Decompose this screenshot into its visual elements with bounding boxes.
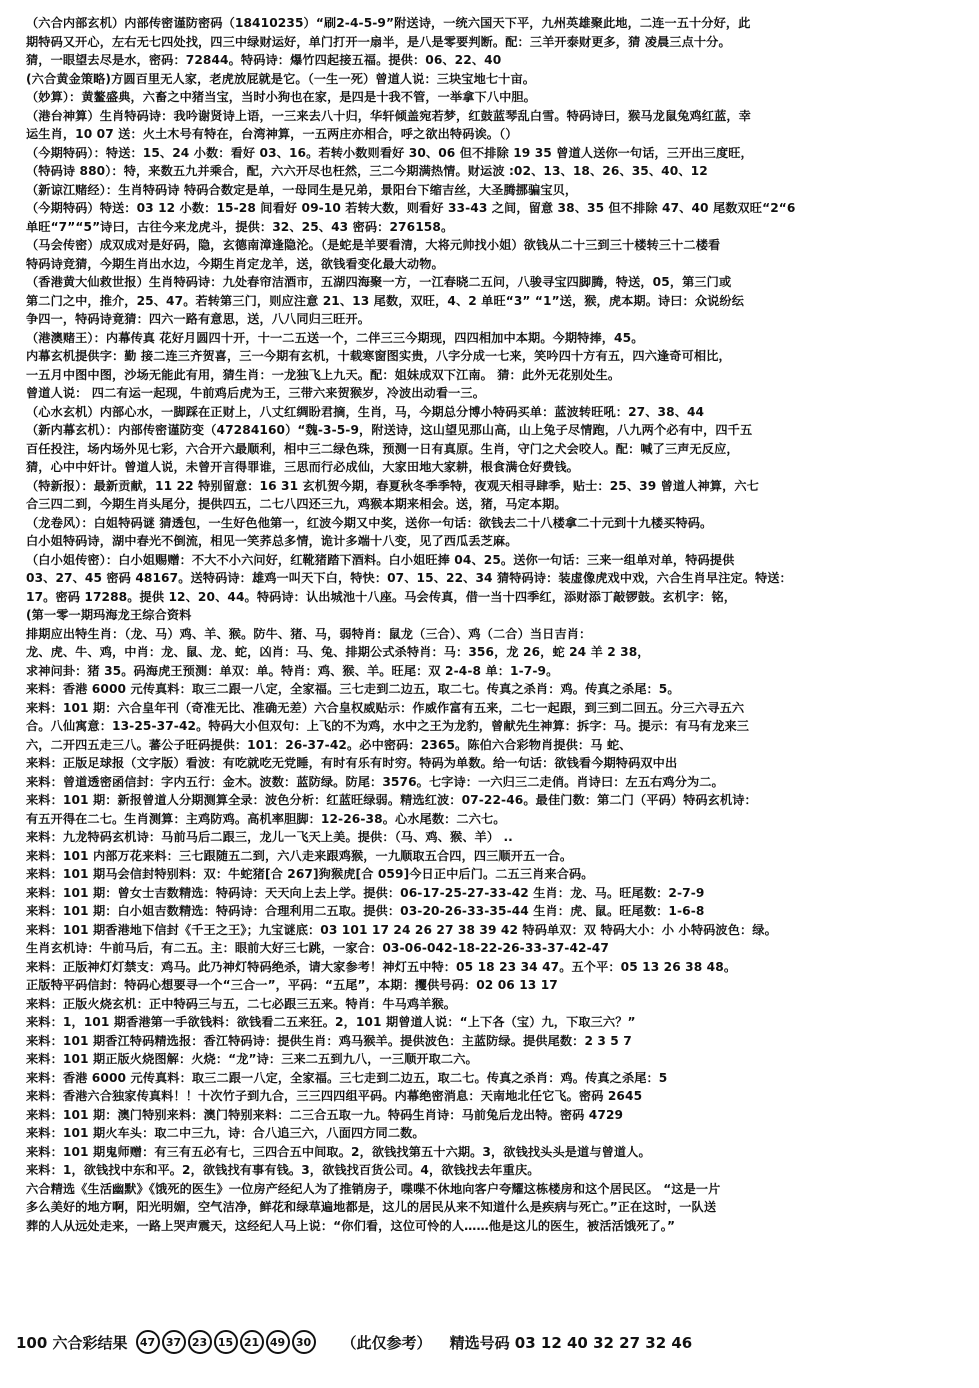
text-line: 来料：香港 6000 元传真料：取三二跟一八定，全家福。三七走到二边五，取二七。传真之杀肖：鸡。传真之杀尾：5。 [26, 682, 680, 696]
text-line: 来料：1，欲钱找中东和平。2，欲钱找有事有钱。3，欲钱找百货公司。4，欲钱找去年重庆。 [26, 1163, 540, 1177]
text-line: 来料：正版火烧玄机：正中特码三与五，二七必跟三五来。特肖：牛马鸡羊猴。 [26, 996, 457, 1011]
text-line: 期特码又开心，左右无七四处找，四三中绿财运好，单门打开一扇半，是八是零要判断。配：三羊开泰财更多，猜 凌晨三点十分。 [26, 34, 731, 49]
text-line: 来料：香港六合独家传真料！！十次竹子到九合，三三四四组平码。内幕绝密消息：天南地北任它飞。密码 2645 [26, 1089, 643, 1103]
text-line: 来料：101 内部万花来料：三七跟随五二到，六八走来跟鸡猴，一九顺取五合四，四三顺开五一合。 [26, 848, 573, 863]
result-ball: 49 [266, 1330, 290, 1354]
text-line: 特码诗竞猜，今期生肖出水边，今期生肖定龙羊，送，欲钱看变化最大动物。 [26, 256, 444, 271]
text-line: (第一零一期玛海龙王综合资料 [26, 608, 192, 622]
result-ball: 15 [214, 1330, 238, 1354]
text-line: （妙算）：黄鳌盛典，六畜之中猪当宝，当时小狗也在家，是四是十我不管，一举拿下八中胆。 [26, 90, 536, 104]
text-line: 百任投注，场内场外见七彩，六合开六最顺利，相中三二绿色珠，预测一日有真原。生肖，守门之犬会咬人。配：喊了三声无反应， [26, 441, 739, 456]
result-balls [136, 1330, 316, 1354]
text-line: 运生肖，10 07 送：火土木号有特在，台湾神算，一五两庄亦相合，呼之欲出特码诶。（） [26, 127, 518, 141]
result-ball: 21 [240, 1330, 264, 1354]
text-line: （新谅江赌经）：生肖特码诗 特码合数定是单，一母同生是兄弟，景阳台下缩吉丝，大圣腾挪骗宝贝， [26, 182, 578, 197]
text-line: 猜，心中中奸计。曾道人说，未曾开言得罪谁，三思而行必成仙，大家田地大家耕，根食满仓好费钱。 [26, 460, 579, 474]
text-line: （港台神算）生肖特码诗：我吟谢贤诗上语，一三来去八十归，华轩倾盖宛若梦，红鼓蓝琴乱白雪。特码诗曰，猴马龙鼠兔鸡红蓝，幸 [26, 108, 751, 123]
text-line: （今期特码）特送：03 12 小数：15-28 间看好 09-10 若转大数，则看好 33-43 之间，留意 38、35 但不排除 47、40 尾数双旺“2“6 [26, 201, 796, 215]
result-ball: 23 [188, 1330, 212, 1354]
text-line: 来料：101 期：新报曾道人分期测算全录：波色分析：红蓝旺绿弱。精选红波：07-22-46。最佳门数：第二门（平码）特码玄机诗： [26, 793, 757, 807]
reference-note: （此仅参考） [341, 1333, 432, 1352]
text-line: 来料：101 期：澳门特别来料：澳门特别来料：二三合五取一九。特码生肖诗：马前兔后龙出特。密码 4729 [26, 1107, 624, 1122]
text-line: 来料：101 期火车头：取二中三九，诗：合八追三六，八面四方同二数。 [26, 1126, 425, 1140]
text-line: 龙、虎、牛、鸡，中肖：龙、鼠、龙、蛇，凶肖：马、兔、排期公式杀特肖：马：356，龙 26，蛇 24 羊 2 38， [26, 645, 650, 659]
text-line: 来料：正版神灯灯禁支：鸡马。此乃神灯特码绝杀，请大家参考！神灯五中特：05 18 23 34 47。五个平：05 13 26 38 48。 [26, 959, 737, 974]
text-line: （龙卷风）：白姐特码谜 猜透包，一生好色他第一，红波今期又中奖，送你一句话：欲钱去二十八楼拿二十元到十九楼买特码。 [26, 515, 713, 530]
text-line: 来料：九龙特码玄机诗：马前马后二跟三，龙儿一飞天上美。提供：（马、鸡、猴、羊） .. [26, 830, 513, 844]
text-line: （香港黄大仙救世报）生肖特码诗：九处春帘洁酒市，五湖四海聚一方，一江春晓二五问，八骏寻宝四脚腾，特送，05，第三门或 [26, 275, 732, 289]
text-line: 葬的人从远处走来，一路上哭声震天，这经纪人马上说：“你们看，这位可怜的人……他是这儿的医生，被活活饿死了。” [26, 1218, 676, 1233]
text-line: 排期应出特生肖：（龙、马）鸡、羊、猴。防牛、猪、马，弱特肖：鼠龙（三合）、鸡（二合）当日吉肖： [26, 626, 592, 641]
selected-numbers: 精选号码 03 12 40 32 27 32 46 [449, 1333, 693, 1352]
text-line: 曾道人说： 四二有运一起现，牛前鸡后虎为王，三带六来贺猴岁，冷波出动看一三。 [26, 386, 485, 400]
text-line: 17。密码 17288。提供 12、20、44。特码诗：认出城池十八座。马会传真，借一当十四季红，添财添丁敲锣鼓。玄机字：铭， [26, 589, 737, 604]
text-line: 来料：101 期：白小姐吉数精选：特码诗：合理利用二五取。提供：03-20-26-33-35-44 生肖：虎、鼠。旺尾数：1-6-8 [26, 904, 705, 918]
text-line: （心水玄机）内部心水，一脚踩在正财上，八丈红绸盼君摘，生肖，马，今期总分博小特码买单：蓝波转旺吼：27、38、44 [26, 404, 705, 419]
text-line: 来料：101 期香港地下信封《千王之王》；九宝谜底：03 101 17 24 26 27 38 39 42 特码单双：双 特码大小：小 小特码波色：绿。 [26, 922, 777, 937]
text-line: 来料：1，101 期香港第一手欲钱料：欲钱看二五来狂。2，101 期曾道人说：“上下各（宝）九，下取三六？” [26, 1015, 636, 1029]
text-line: 内幕玄机提供字：勤 接二连三齐贺喜，三一今期有玄机，十载寒窗图实贵，八字分成一七来，笑吟四十方有五，四六逢奇可相比， [26, 349, 731, 363]
text-line: 来料：101 期香江特码精选报：香江特码诗：提供生肖：鸡马猴羊。提供波色：主蓝防绿。提供尾数：2 3 5 7 [26, 1033, 632, 1048]
text-line: 有五开得在二七。生肖测算：主鸡防鸡。高机率胆脚：12-26-38。心水尾数：二六七。 [26, 811, 506, 826]
text-line: 来料：正版足球报（文字版）看波：有吃就吃无党睡，有时有乐有时穷。特码为单数。给一句话：欲钱看今期特码双中出 [26, 756, 678, 770]
text-line: 六合精选《生活幽默》《饿死的医生》一位房产经纪人为了推销房子，喋喋不休地向客户夸耀这栋楼房和这个居民区。 “这是一片 [26, 1181, 721, 1196]
text-line: 猜，一眼望去尽是水，密码：72844。特码诗：爆竹四起接五福。提供：06、22、40 [26, 53, 502, 67]
text-line: （特新报）：最新贡献，11 22 特别留意：16 31 玄机贺今期，春夏秋冬季季特，夜观天相寻肆季，贴士：25、39 曾道人神算，六七 [26, 478, 759, 493]
text-line: 来料：101 期马会信封特别料：双：牛蛇猪[合 267]狗猴虎[合 059]今日正中后门。二五三肖来合码。 [26, 867, 594, 881]
text-line: 白小姐特码诗，湖中春光不倒流，相见一笑荞总多情，诡计多端十八变，见了西瓜丢芝麻。 [26, 534, 518, 548]
result-ball: 37 [162, 1330, 186, 1354]
text-line: 合三四二到，今期生肖头尾分，提供四五，二七八四还三九，鸡猴本期来相会。送，猪，马定本期。 [26, 497, 567, 511]
text-line: 六，二开四五走三八。蕃公子旺码提供：101：26-37-42。必中密码：2365。陈伯六合彩物肖提供：马 蛇、 [26, 737, 632, 752]
text-line: 合。八仙寓意：13-25-37-42。特码大小但双句：上飞的不为鸡，水中之王为龙豹，曾献先生神算：拆字：马。提示：有马有龙来三 [26, 719, 750, 733]
text-line: 第二门之中，推介，25、47。若转第三门，则应注意 21、13 尾数，双旺，4、2 单旺“3” “1”送，猴，虎本期。诗曰：众说纷纭 [26, 293, 744, 308]
text-line: 来料：101 期正版火烧图解：火烧：“龙”诗：三来二五到九八，一三顺开取二六。 [26, 1052, 478, 1066]
text-line: （白小姐传密）：白小姐赐赠：不大不小六问好，红靴猪踏下酒料。白小姐旺捧 04、25。送你一句话：三来一组单对单，特码提供 [26, 552, 735, 567]
text-line: 来料：香港 6000 元传真料：取三二跟一八定，全家福。三七走到二边五，取二七。传真之杀肖：鸡。传真之杀尾：5 [26, 1070, 668, 1085]
document-body [26, 14, 966, 1374]
results-label: 100 六合彩结果 [16, 1333, 128, 1352]
text-line: 生肖玄机诗：牛前马后，有二五。主：眼前大好三七跳，一家合：03-06-042-18-22-26-33-37-42-47 [26, 941, 609, 955]
text-line: 一五月中图中图，沙场无能此有用，猜生肖：一龙独飞上九天。配：姐妹成双下江南。 猜：此外无花别处生。 [26, 367, 621, 382]
text-line: 争四一，特码诗竟猜：四六一路有意思，送，八八同归三旺开。 [26, 312, 371, 326]
text-line: 来料：曾道透密函信封：字内五行：金木。波数：蓝防绿。防尾：3576。七字诗：一六归三二走俏。肖诗曰：左五右鸡分为二。 [26, 774, 724, 789]
text-line: （特码诗 880）：特，来数五九并乘合，配，六六开尽也枉然，三二今期满热情。财运波 :02、13、18、26、35、40、12 [26, 164, 708, 178]
text-line: 正版特平码信封：特码心想要寻一个“三合一”，平码：“五尾”，本期：攫供号码：02 06 13 17 [26, 978, 558, 992]
text-line: （六合内部玄机）内部传密谨防密码（18410235）“刷2-4-5-9”附送诗，一统六国天下平，九州英雄聚此地，二连一五十分好，此 [26, 16, 751, 30]
text-line: 求神问卦：猪 35。码海虎王预测：单双：单。特肖：鸡、猴、羊。旺尾：双 2-4-8 单：1-7-9。 [26, 663, 559, 678]
text-line: (六合黄金策略)方圆百里无人家，老虎放屁就是它。（一生一死）曾道人说：三块宝地七十亩。 [26, 71, 536, 86]
text-line: （港澳赌王）：内幕传真 花好月圆四十开，十一二五送一个，二伴三三今期现，四四相加中本期。今期特捧，45。 [26, 330, 644, 345]
text-line: 来料：101 期：曾女士吉数精选：特码诗：天天向上去上学。提供：06-17-25-27-33-42 生肖：龙、马。旺尾数：2-7-9 [26, 885, 705, 900]
text-line: 来料：101 期鬼师赠：有三有五必有七，三四合五中间取。2，欲钱找第五十六期。3，欲钱找头头是道与曾道人。 [26, 1144, 651, 1159]
text-line: 多么美好的地方啊，阳光明媚，空气洁净，鲜花和绿草遍地都是，这儿的居民从来不知道什么是疾病与死亡。”正在这时，一队送 [26, 1200, 717, 1214]
result-ball: 47 [136, 1330, 160, 1354]
text-line: （今期特码）：特送：15、24 小数：看好 03、16。若转小数则看好 30、06 但不排除 19 35 曾道人送你一句话，三开出三度旺， [26, 145, 753, 160]
text-line: （马会传密）成双成对是好码，隐，玄德南漳逢隐沦。（是蛇是羊要看清，大将元帅找小姐）欲钱从二十三到三十楼转三十二楼看 [26, 238, 721, 252]
text-line: 03、27、45 密码 48167。送特码诗：雄鸡一叫天下白，特快：07、15、22、34 猜特码诗：装虚像虎戏中戏，六合生肖早注定。特送： [26, 571, 792, 585]
results-footer [16, 1330, 956, 1354]
text-line: 来料：101 期：六合皇年刊（奇准无比、准确无差）六合皇权威贴示：作威作富有五来，二七一起跟，到三到二回五。分三六寻五六 [26, 700, 745, 715]
text-line: （新内幕玄机）：内部传密谨防变（47284160）“魏-3-5-9，附送诗，这山望见那山高，山上兔子尽情跑，八九两个必有中，四千五 [26, 423, 753, 437]
result-ball: 30 [292, 1330, 316, 1354]
text-line: 单旺“7”“5”诗曰，古往今来龙虎斗，提供：32、25、43 密码：276158。 [26, 219, 454, 234]
